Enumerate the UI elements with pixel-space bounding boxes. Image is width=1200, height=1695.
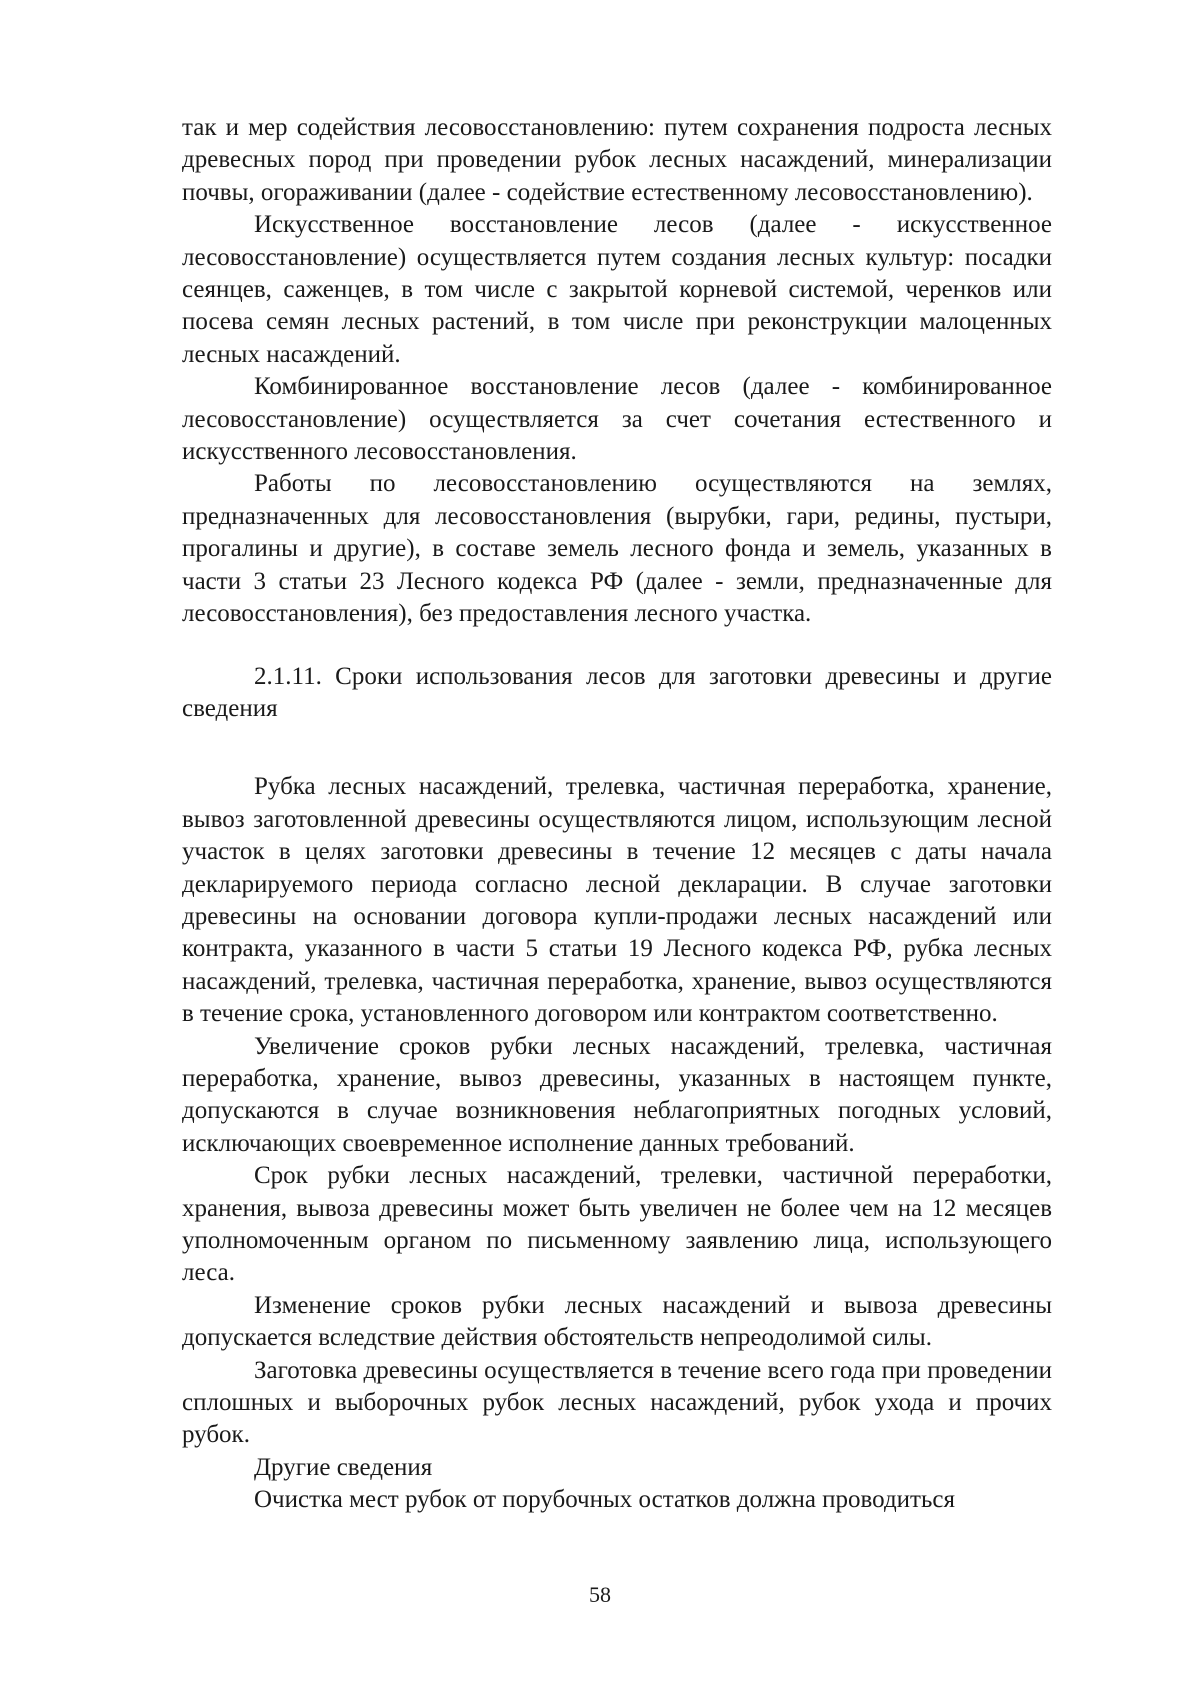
other-info-subheading: Другие сведения bbox=[254, 1453, 433, 1481]
paragraph-term-extension: Увеличение сроков рубки лесных насаждений, трелевка, частичная переработка, хранение, вывоз древесины, указанных в настоящем пункте, допускаются в случае возникновения неблагоприятных погодных условий, исключающих своевременное исполнение данных требований. bbox=[182, 1032, 1052, 1157]
paragraph-felling-terms: Рубка лесных насаждений, трелевка, частичная переработка, хранение, вывоз заготовленной древесины осуществляются лицом, использующим лесной участок в целях заготовки древесины в течение 12 месяцев с даты начала декларируемого периода согласно лесной декларации. В случае заготовки древесины на основании договора купли-продажи лесных насаждений или контракта, указанного в части 5 статьи 19 Лесного кодекса РФ, рубка лесных насаждений, трелевка, частичная переработка, хранение, вывоз осуществляются в течение срока, установленного договором или контрактом соответственно. bbox=[182, 773, 1052, 1028]
section-spacer bbox=[182, 725, 1052, 771]
paragraph-artificial-reforestation: Искусственное восстановление лесов (далее - искусственное лесовосстановление) осуществляется путем создания лесных культур: посадки сеянцев, саженцев, в том числе с закрытой корневой системой, черенков или посева семян лесных растений, в том числе при реконструкции малоценных лесных насаждений. bbox=[182, 211, 1052, 368]
paragraph-reforestation-works: Работы по лесовосстановлению осуществляются на землях, предназначенных для лесовосстановления (вырубки, гари, редины, пустыри, прогалины и другие), в составе земель лесного фонда и земель, указанных в части 3 статьи 23 Лесного кодекса РФ (далее - земли, предназначенные для лесовосстановления), без предоставления лесного участка. bbox=[182, 470, 1052, 628]
document-page bbox=[182, 112, 1052, 1517]
paragraph-year-round-harvest: Заготовка древесины осуществляется в течение всего года при проведении сплошных и выборочных рубок лесных насаждений, рубок ухода и прочих рубок. bbox=[182, 1356, 1052, 1449]
paragraph-cleanup: Очистка мест рубок от порубочных остатков должна проводиться bbox=[254, 1486, 955, 1514]
section-heading: 2.1.11. Сроки использования лесов для заготовки древесины и другие сведения bbox=[182, 662, 1052, 722]
paragraph-force-majeure: Изменение сроков рубки лесных насаждений и вывоза древесины допускается вследствие действия обстоятельств непреодолимой силы. bbox=[182, 1291, 1052, 1352]
paragraph-continuation: так и мер содействия лесовосстановлению: путем сохранения подроста лесных древесных пород при проведении рубок лесных насаждений, минерализации почвы, огораживании (далее - содействие естественному лесовосстановлению). bbox=[182, 114, 1052, 206]
page-number: 58 bbox=[589, 1582, 611, 1607]
paragraph-combined-reforestation: Комбинированное восстановление лесов (далее - комбинированное лесовосстановление) осуществляется за счет сочетания естественного и искусственного лесовосстановления. bbox=[182, 373, 1052, 466]
paragraph-term-increase: Срок рубки лесных насаждений, трелевки, частичной переработки, хранения, вывоза древесины может быть увеличен не более чем на 12 месяцев уполномоченным органом по письменному заявлению лица, использующего леса. bbox=[182, 1162, 1052, 1287]
